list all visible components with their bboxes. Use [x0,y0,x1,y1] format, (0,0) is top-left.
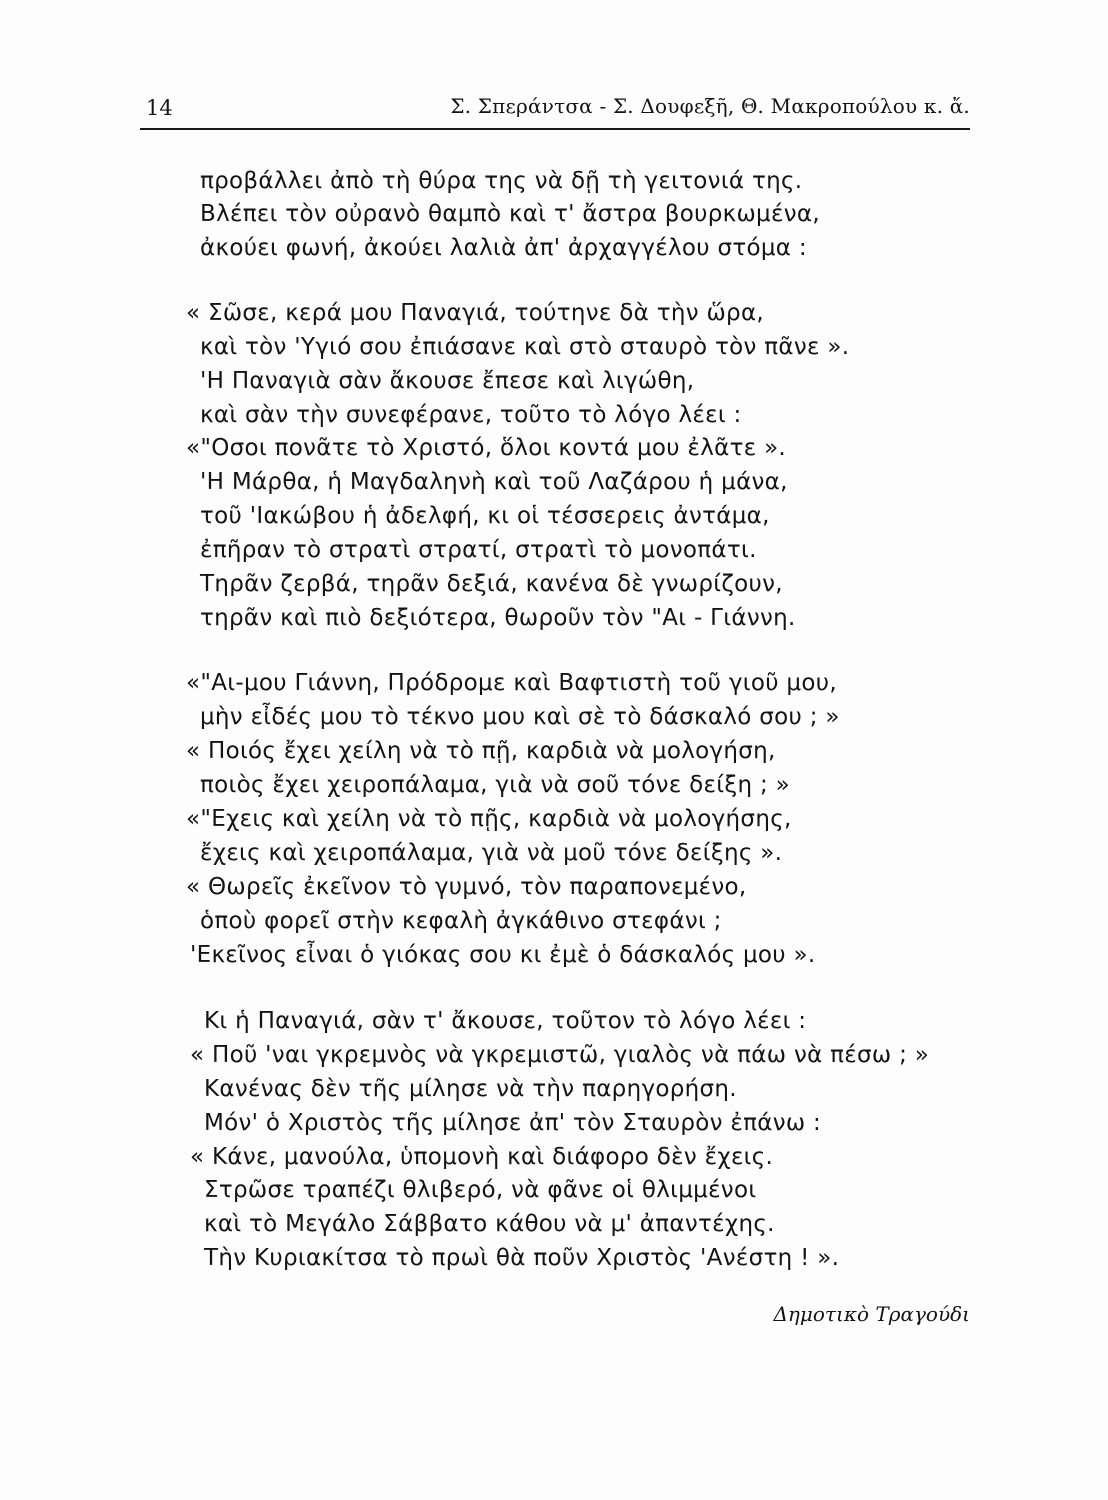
poem-line-9: 'Η Μάρθα, ἡ Μαγδαληνὴ καὶ τοῦ Λαζάρου ἡ μάνα, [200,469,788,495]
poem-line-2: Βλέπει τὸν οὐρανὸ θαμπὸ καὶ τ' ἄστρα βουρκωμένα, [200,201,820,227]
poem-line-3: ἀκούει φωνή, ἀκούει λαλιὰ ἀπ' ἀρχαγγέλου στόμα : [200,235,807,261]
poem-line-21: ὁποὺ φορεῖ στὴν κεφαλὴ ἀγκάθινο στεφάνι ; [200,908,722,934]
poem-line-18: «"Εχεις καὶ χείλη νὰ τὸ πῇς, καρδιὰ νὰ μολογήσης, [186,806,792,832]
attribution: Δημοτικὸ Τραγούδι [773,1302,970,1326]
poem-line-5: καὶ τὸν 'Υγιό σου ἐπιάσανε καὶ στὸ σταυρὸ τὸν πᾶνε ». [200,334,850,360]
poem-line-17: ποιὸς ἔχει χειροπάλαμα, γιὰ νὰ σοῦ τόνε δείξη ; » [200,772,790,798]
poem-line-22: 'Εκεῖνος εἶναι ὁ γιόκας σου κι ἐμὲ ὁ δάσκαλός μου ». [190,942,816,968]
poem-line-28: Στρῶσε τραπέζι θλιβερό, νὰ φᾶνε οἱ θλιμμένοι [204,1177,757,1203]
poem-line-26: Μόν' ὁ Χριστὸς τῆς μίλησε ἀπ' τὸν Σταυρὸν ἐπάνω : [204,1110,822,1136]
poem-line-20: « Θωρεῖς ἐκεῖνον τὸ γυμνό, τὸν παραπονεμένο, [186,874,747,900]
poem-line-30: Τὴν Κυριακίτσα τὸ πρωὶ θὰ ποῦν Χριστὸς 'Ανέστη ! ». [204,1245,840,1271]
header-rule [140,128,970,130]
poem-line-10: τοῦ 'Ιακώβου ἡ ἀδελφή, κι οἱ τέσσερεις ἀντάμα, [200,503,770,529]
poem-line-19: ἔχεις καὶ χειροπάλαμα, γιὰ νὰ μοῦ τόνε δείξης ». [200,840,783,866]
poem-line-1: προβάλλει ἀπὸ τὴ θύρα της νὰ δῇ τὴ γειτονιά της. [200,168,803,194]
poem-line-13: τηρᾶν καὶ πιὸ δεξιότερα, θωροῦν τὸν "Αι - Γιάννη. [200,605,796,631]
poem-line-29: καὶ τὸ Μεγάλο Σάββατο κάθου νὰ μ' ἀπαντέχης. [204,1211,775,1237]
poem-line-8: «"Οσοι πονᾶτε τὸ Χριστό, ὅλοι κοντά μου ἐλᾶτε ». [186,435,787,461]
page-header [140,86,970,126]
poem-line-14: «"Αι-μου Γιάννη, Πρόδρομε καὶ Βαφτιστὴ τοῦ γιοῦ μου, [186,670,837,696]
page-number: 14 [146,96,173,120]
poem-line-12: Τηρᾶν ζερβά, τηρᾶν δεξιά, κανένα δὲ γνωρίζουν, [200,571,783,597]
running-head: Σ. Σπεράντσα - Σ. Δουφεξῆ, Θ. Μακροπούλου κ. ἄ. [450,94,970,118]
poem-line-11: ἐπῆραν τὸ στρατὶ στρατί, στρατὶ τὸ μονοπάτι. [200,537,757,563]
poem-line-25: Κανένας δὲν τῆς μίλησε νὰ τὴν παρηγορήση. [204,1076,737,1102]
poem-line-23: Κι ἡ Παναγιά, σὰν τ' ἄκουσε, τοῦτον τὸ λόγο λέει : [204,1008,807,1034]
poem-line-16: « Ποιός ἔχει χείλη νὰ τὸ πῇ, καρδιὰ νὰ μολογήση, [186,738,776,764]
poem-line-27: « Κάνε, μανούλα, ὑπομονὴ καὶ διάφορο δὲν ἔχεις. [190,1144,774,1170]
poem-line-15: μὴν εἶδές μου τὸ τέκνο μου καὶ σὲ τὸ δάσκαλό σου ; » [200,704,840,730]
poem-line-4: « Σῶσε, κερά μου Παναγιά, τούτηνε δὰ τὴν ὥρα, [186,300,765,326]
poem-line-7: καὶ σὰν τὴν συνεφέρανε, τοῦτο τὸ λόγο λέει : [200,402,742,428]
poem-line-24: « Ποῦ 'ναι γκρεμνὸς νὰ γκρεμιστῶ, γιαλὸς νὰ πάω νὰ πέσω ; » [190,1042,930,1068]
poem-line-6: 'Η Παναγιὰ σὰν ἄκουσε ἔπεσε καὶ λιγώθη, [200,368,695,394]
